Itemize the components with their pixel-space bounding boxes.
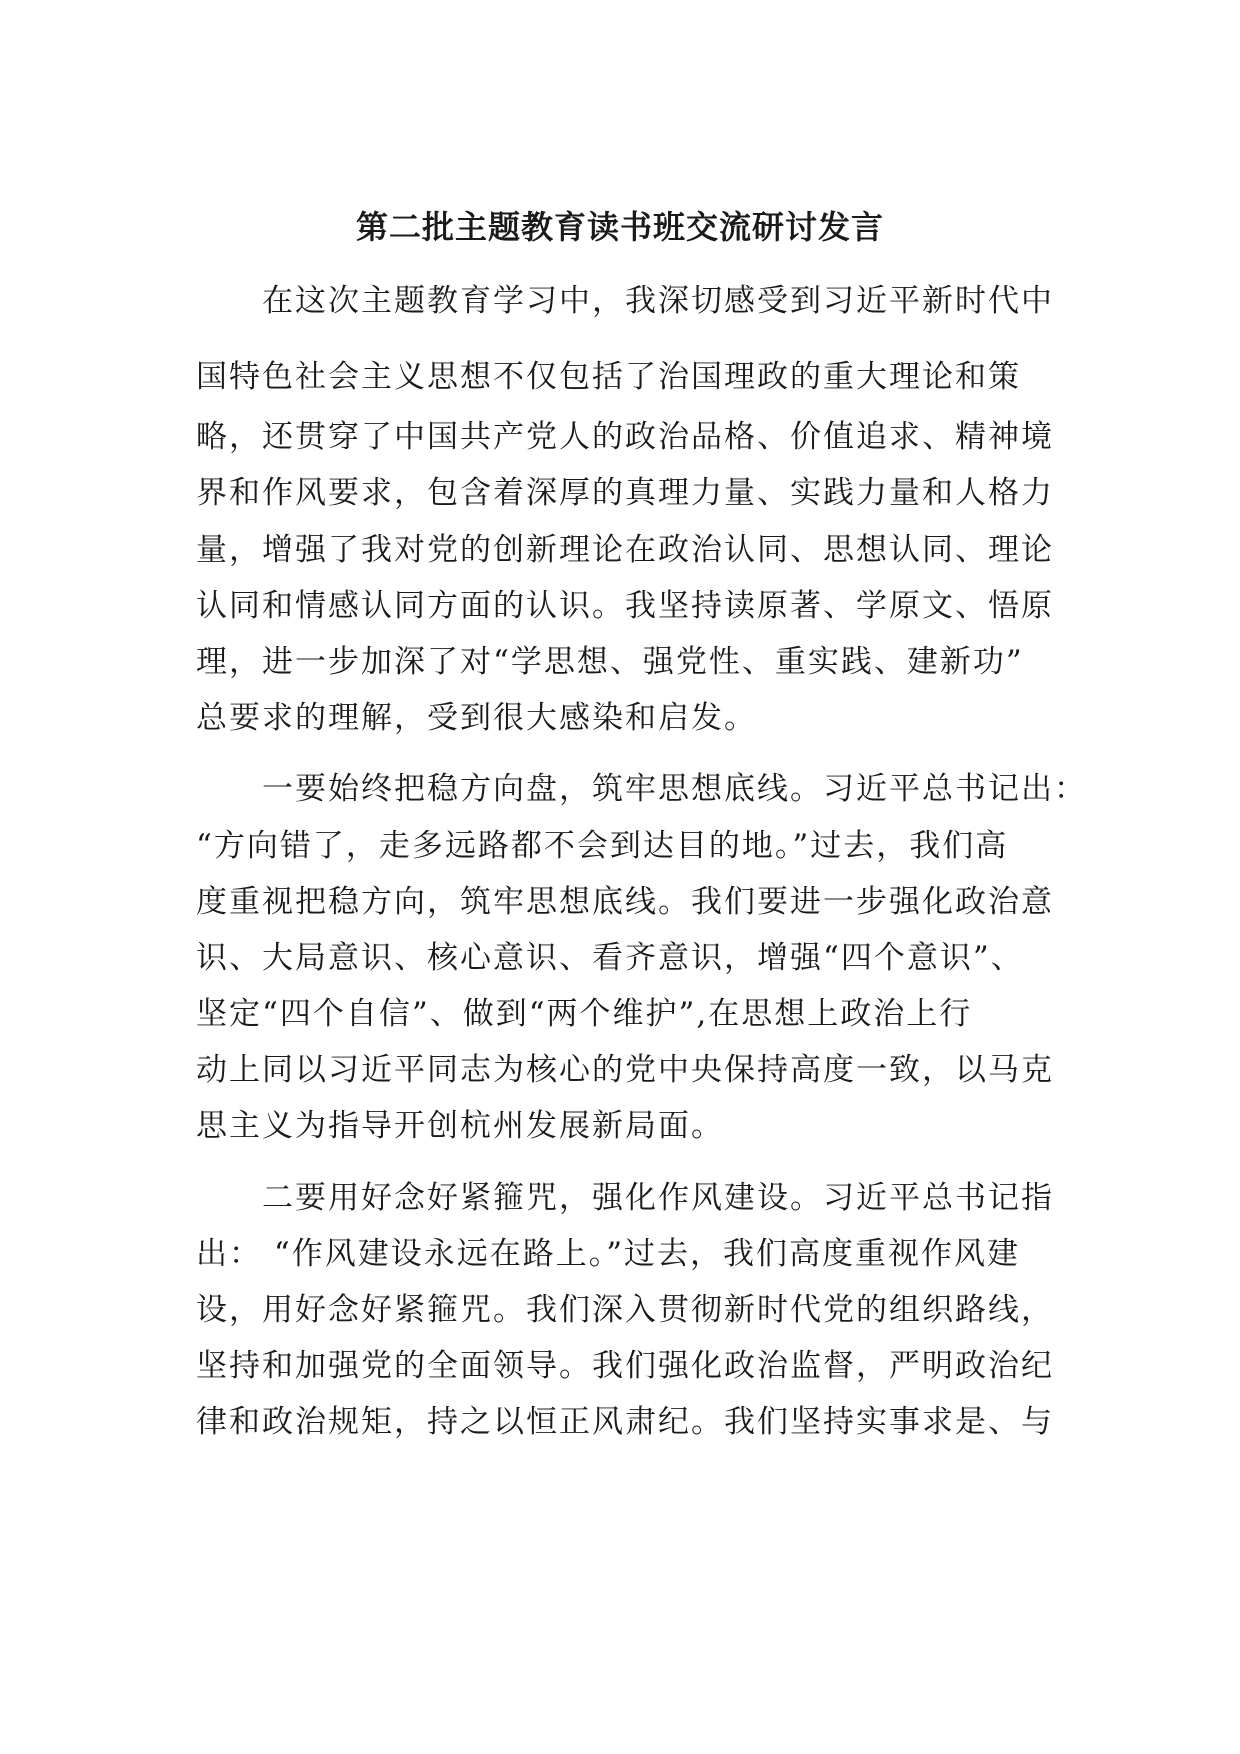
text-line: 坚持和加强党的全面领导。我们强化政治监督，严明政治纪 — [196, 1348, 1054, 1384]
text-line: 设，用好念好紧箍咒。我们深入贯彻新时代党的组织路线， — [196, 1292, 1054, 1328]
text-line: 二要用好念好紧箍咒，强化作风建设。习近平总书记指 — [262, 1180, 1054, 1216]
text-line: 律和政治规矩，持之以恒正风肃纪。我们坚持实事求是、与 — [196, 1404, 1054, 1440]
text-line: 理，进一步加深了对“学思想、强党性、重实践、建新功” — [196, 644, 1024, 680]
text-line: 在这次主题教育学习中，我深切感受到习近平新时代中 — [262, 283, 1054, 319]
text-line: 出： “作风建设永远在路上。”过去，我们高度重视作风建 — [196, 1236, 1021, 1272]
text-line: 识、大局意识、核心意识、看齐意识，增强“四个意识”、 — [196, 940, 1024, 976]
text-line: 量，增强了我对党的创新理论在政治认同、思想认同、理论 — [196, 532, 1054, 568]
document-title: 第二批主题教育读书班交流研讨发言 — [355, 208, 884, 246]
text-line: 思主义为指导开创杭州发展新局面。 — [196, 1108, 724, 1144]
text-line: 略，还贯穿了中国共产党人的政治品格、价值追求、精神境 — [196, 419, 1054, 455]
text-line: 动上同以习近平同志为核心的党中央保持高度一致，以马克 — [196, 1052, 1054, 1088]
text-line: 国特色社会主义思想不仅包括了治国理政的重大理论和策 — [196, 359, 1021, 395]
text-line: “方向错了，走多远路都不会到达目的地。”过去，我们高 — [196, 828, 1009, 864]
text-line: 总要求的理解，受到很大感染和启发。 — [196, 700, 757, 736]
text-line: 一要始终把稳方向盘，筑牢思想底线。习近平总书记出： — [262, 771, 1087, 807]
text-line: 度重视把稳方向，筑牢思想底线。我们要进一步强化政治意 — [196, 884, 1054, 920]
text-line: 界和作风要求，包含着深厚的真理力量、实践力量和人格力 — [196, 475, 1054, 511]
text-line: 认同和情感认同方面的认识。我坚持读原著、学原文、悟原 — [196, 588, 1054, 624]
text-line: 坚定“四个自信”、做到“两个维护”,在思想上政治上行 — [196, 996, 973, 1032]
